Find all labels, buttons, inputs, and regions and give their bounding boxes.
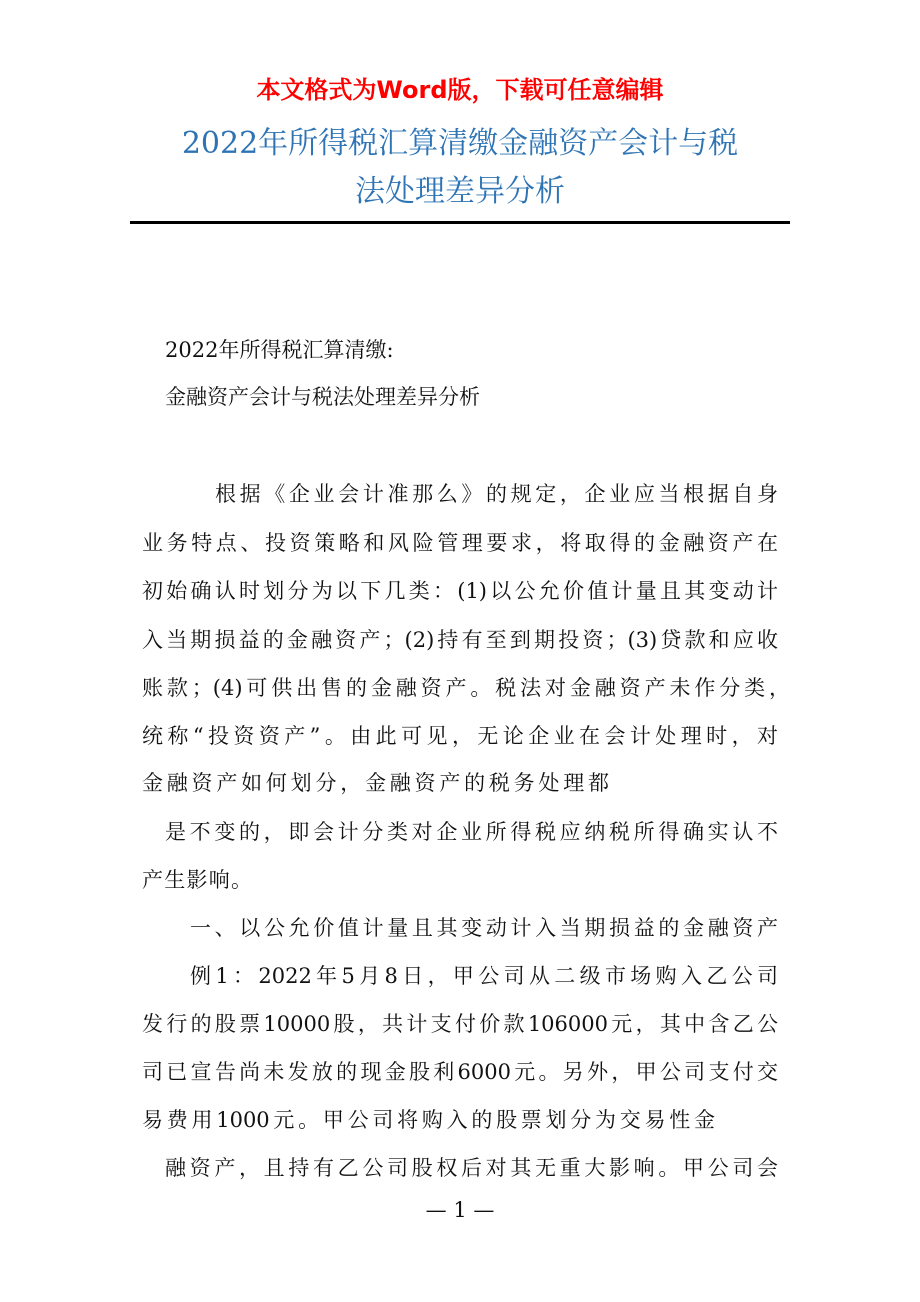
paragraph-line: 入当期损益的金融资产；(2)持有至到期投资；(3)贷款和应收 (142, 628, 778, 652)
paragraph-line: 金融资产如何划分，金融资产的税务处理都 (142, 771, 609, 795)
paragraph-line: 根据《企业会计准那么》的规定，企业应当根据自身 (215, 482, 778, 506)
paragraph-line: 统称“投资资产”。由此可见，无论企业在会计处理时，对 (142, 724, 778, 748)
word-format-banner: 本文格式为Word版，下载可任意编辑 (256, 76, 664, 104)
paragraph-line: 初始确认时划分为以下几类：(1)以公允价值计量且其变动计 (142, 579, 778, 603)
page-number: — 1 — (425, 1198, 495, 1222)
title-divider (130, 221, 790, 224)
document-title-line-2: 法处理差异分析 (355, 174, 565, 209)
paragraph-line: 账款；(4)可供出售的金融资产。税法对金融资产未作分类， (142, 676, 790, 700)
paragraph-line: 易费用1000元。甲公司将购入的股票划分为交易性金 (142, 1108, 715, 1132)
section-heading: 一、以公允价值计量且其变动计入当期损益的金融资产 (190, 916, 778, 940)
subtitle-line-1: 2022年所得税汇算清缴: (165, 338, 394, 362)
paragraph-line: 是不变的，即会计分类对企业所得税应纳税所得确实认不 (165, 820, 778, 844)
paragraph-line: 例1：2022年5月8日，甲公司从二级市场购入乙公司 (190, 964, 778, 988)
paragraph-line: 产生影响。 (142, 868, 252, 892)
paragraph-line: 业务特点、投资策略和风险管理要求，将取得的金融资产在 (142, 531, 778, 555)
paragraph-line: 发行的股票10000股，共计支付价款106000元，其中含乙公 (142, 1012, 778, 1036)
paragraph-line: 司已宣告尚未发放的现金股利6000元。另外，甲公司支付交 (142, 1060, 778, 1084)
paragraph-line: 融资产，且持有乙公司股权后对其无重大影响。甲公司会 (165, 1156, 778, 1180)
document-title-line-1: 2022年所得税汇算清缴金融资产会计与税 (181, 126, 739, 161)
subtitle-line-2: 金融资产会计与税法处理差异分析 (165, 385, 480, 409)
